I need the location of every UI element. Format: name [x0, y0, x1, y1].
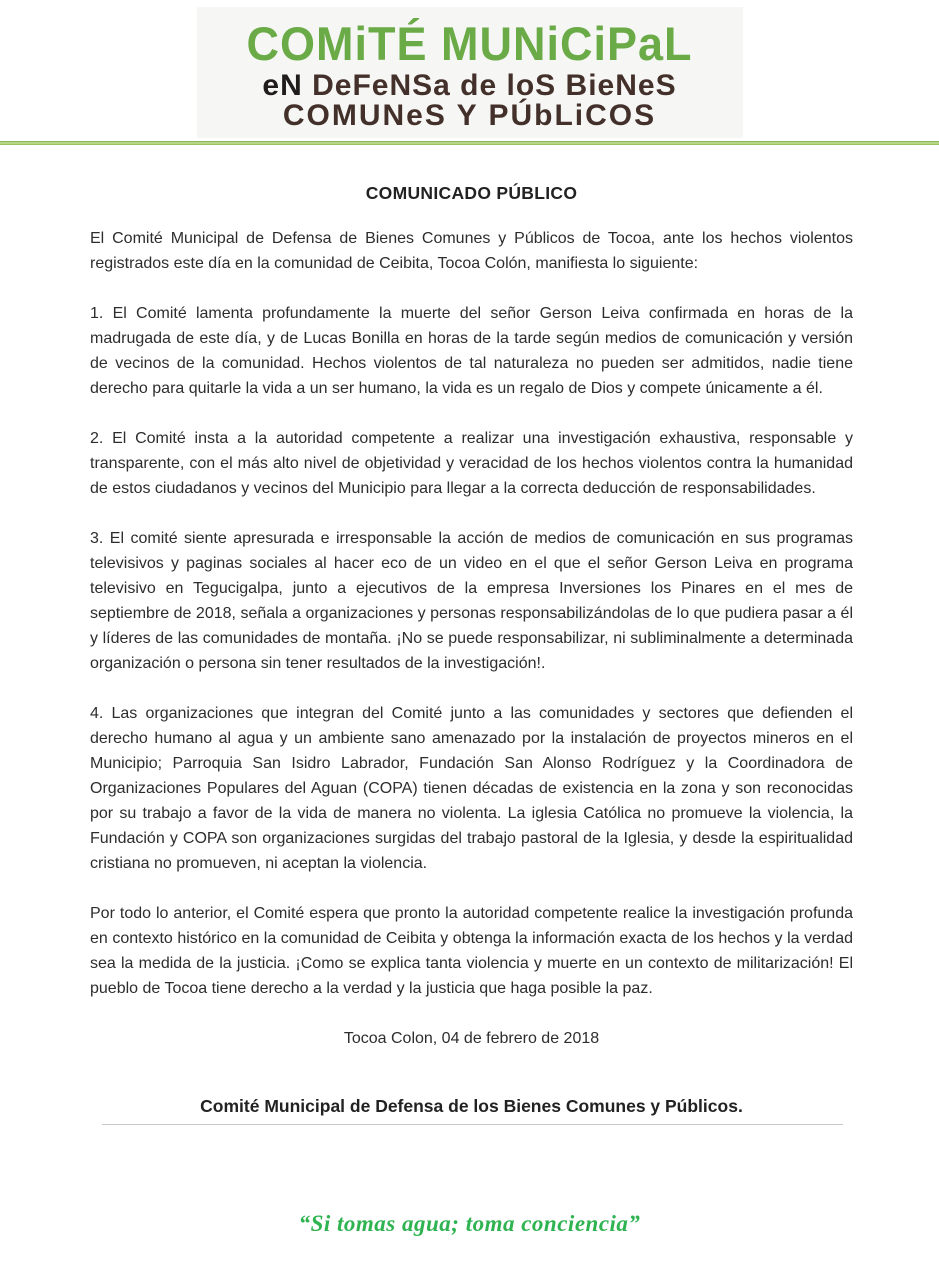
scanned-document-page	[0, 7, 939, 1237]
paragraph-3: 3. El comité siente apresurada e irresponsable la acción de medios de comunicación en sus programas televisivos y paginas sociales al hacer eco de un video en el que el señor Gerson Leiva en programa televisivo en Tegucigalpa, junto a ejecutivos de la empresa Inversiones los Pinares en el mes de septiembre de 2018, señala a organizaciones y personas responsabilizándolas de lo que pudiera pasar a él y líderes de las comunidades de montaña. ¡No se puede responsabilizar, ni subliminalmente a determinada organización o persona sin tener resultados de la investigación!.	[90, 530, 853, 672]
signature-block	[90, 1096, 853, 1125]
logo-subtitle-rest: DeFeNSa de loS BieNeS	[312, 69, 677, 102]
logo-word-en: eN	[262, 69, 303, 102]
document-title: COMUNICADO PÚBLICO	[365, 183, 578, 203]
intro-paragraph: El Comité Municipal de Defensa de Bienes Comunes y Públicos de Tocoa, ante los hechos violentos registrados este día en la comunidad de Ceibita, Tocoa Colón, manifiesta lo siguiente:	[90, 230, 853, 272]
logo-title-line: COMiTÉ MUNiCiPaL	[246, 16, 693, 71]
green-divider-rule	[0, 141, 939, 145]
paragraph-4: 4. Las organizaciones que integran del Comité junto a las comunidades y sectores que defienden el derecho humano al agua y un ambiente sano amenazado por la instalación de proyectos mineros en el Municipio; Parroquia San Isidro Labrador, Fundación San Alonso Rodríguez y la Coordinadora de Organizaciones Populares del Aguan (COPA) tienen décadas de existencia en la zona y son reconocidas por su trabajo a favor de la vida de manera no violenta. La iglesia Católica no promueve la violencia, la Fundación y COPA son organizaciones surgidas del trabajo pastoral de la Iglesia, y desde la espiritualidad cristiana no promueven, ni aceptan la violencia.	[90, 705, 853, 872]
signature-underline-rule	[102, 1124, 843, 1125]
document-body	[0, 183, 939, 1125]
date-line: Tocoa Colon, 04 de febrero de 2018	[343, 1030, 600, 1047]
organization-logo	[197, 7, 743, 138]
logo-subtitle-line-1	[203, 70, 737, 101]
paragraph-1: 1. El Comité lamenta profundamente la muerte del señor Gerson Leiva confirmada en horas de la madrugada de este día, y de Lucas Bonilla en horas de la tarde según medios de comunicación y versión de vecinos de la comunidad. Hechos violentos de tal naturaleza no pueden ser admitidos, nadie tiene derecho para quitarle la vida a un ser humano, la vida es un regalo de Dios y compete únicamente a él.	[90, 305, 853, 397]
footer-slogan: “Si tomas agua; toma conciencia”	[298, 1211, 641, 1236]
signature-text: Comité Municipal de Defensa de los Bienes Comunes y Públicos.	[200, 1096, 743, 1116]
logo-subtitle-line-2: COMUNeS Y PÚbLiCOS	[282, 99, 657, 132]
paragraph-2: 2. El Comité insta a la autoridad competente a realizar una investigación exhaustiva, responsable y transparente, con el más alto nivel de objetividad y veracidad de los hechos violentos contra la humanidad de estos ciudadanos y vecinos del Municipio para llegar a la correcta deducción de responsabilidades.	[90, 430, 853, 497]
closing-paragraph: Por todo lo anterior, el Comité espera que pronto la autoridad competente realice la investigación profunda en contexto histórico en la comunidad de Ceibita y obtenga la información exacta de los hechos y la verdad sea la medida de la justicia. ¡Como se explica tanta violencia y muerte en un contexto de militarización! El pueblo de Tocoa tiene derecho a la verdad y la justicia que haga posible la paz.	[90, 905, 853, 997]
